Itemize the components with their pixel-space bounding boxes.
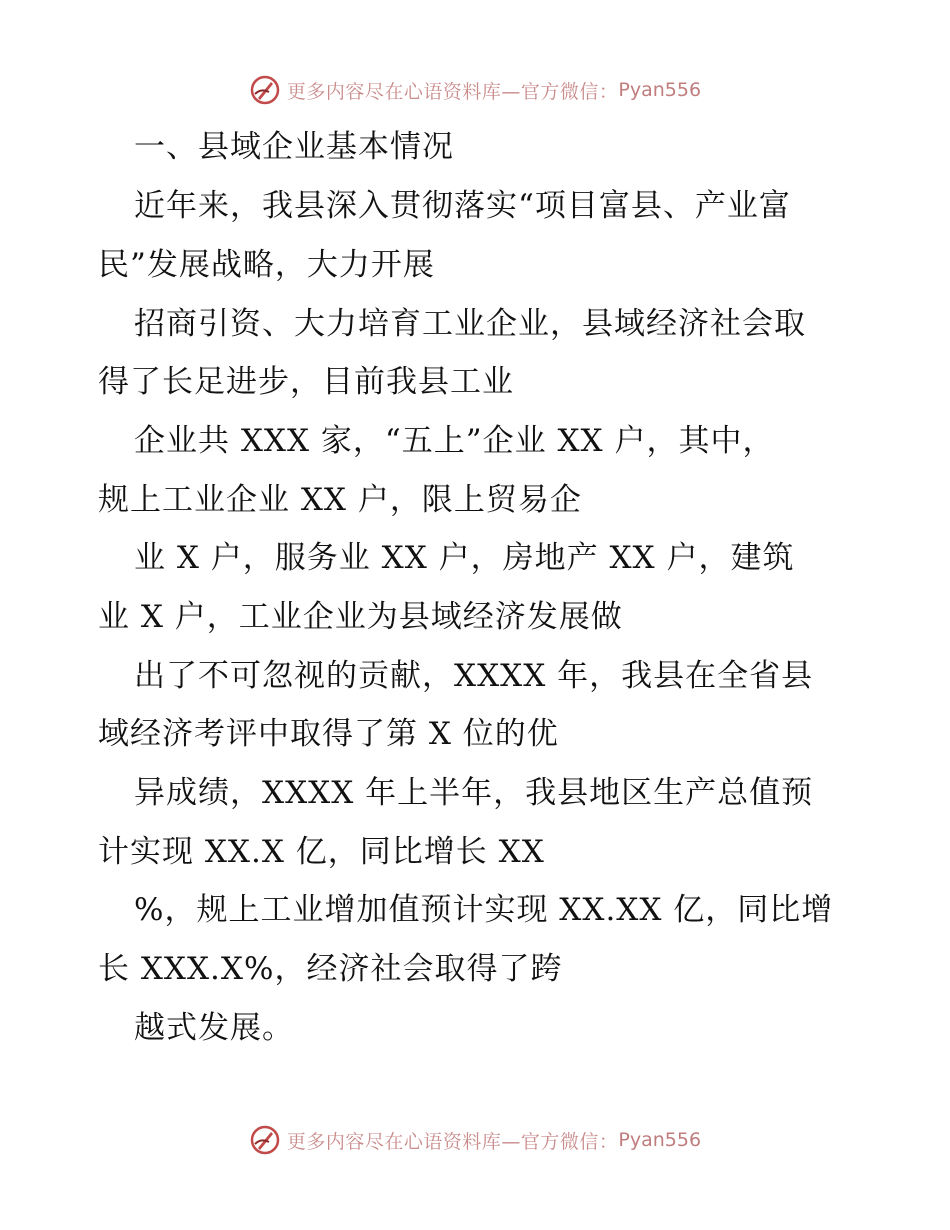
footer-watermark	[0, 1120, 950, 1160]
watermark-wechat-id: Pyan556	[618, 79, 702, 101]
watermark-wechat-id: Pyan556	[618, 1129, 702, 1151]
paragraph-line: 得了长足进步，目前我县工业	[98, 364, 514, 400]
paragraph-line: 业 X 户，服务业 XX 户，房地产 XX 户，建筑	[134, 540, 795, 576]
paragraph-line: 计实现 XX.X 亿，同比增长 XX	[98, 834, 545, 870]
quill-pen-logo-icon	[249, 74, 281, 106]
watermark-text: 更多内容尽在心语资料库—官方微信：	[286, 1130, 619, 1153]
paragraph-line: 规上工业企业 XX 户，限上贸易企	[98, 482, 582, 518]
paragraph-line: 民”发展战略，大力开展	[98, 247, 435, 283]
paragraph-line: 近年来，我县深入贯彻落实“项目富县、产业富	[134, 188, 791, 224]
paragraph-line: 出了不可忽视的贡献，XXXX 年，我县在全省县	[134, 658, 814, 694]
paragraph-line: 域经济考评中取得了第 X 位的优	[98, 716, 559, 752]
paragraph-line: %，规上工业增加值预计实现 XX.XX 亿，同比增	[134, 892, 834, 928]
header-watermark	[0, 70, 950, 110]
section-heading: 一、县域企业基本情况	[134, 129, 454, 165]
watermark-text: 更多内容尽在心语资料库—官方微信：	[286, 80, 619, 103]
paragraph-line: 长 XXX.X%，经济社会取得了跨	[98, 951, 563, 987]
paragraph-line: 异成绩，XXXX 年上半年，我县地区生产总值预	[134, 775, 814, 811]
paragraph-line: 企业共 XXX 家，“五上”企业 XX 户，其中，	[134, 423, 775, 459]
quill-pen-logo-icon	[249, 1124, 281, 1156]
paragraph-line: 越式发展。	[134, 1010, 294, 1046]
paragraph-line: 业 X 户，工业企业为县域经济发展做	[98, 599, 623, 635]
paragraph-line: 招商引资、大力培育工业企业，县域经济社会取	[134, 306, 806, 342]
